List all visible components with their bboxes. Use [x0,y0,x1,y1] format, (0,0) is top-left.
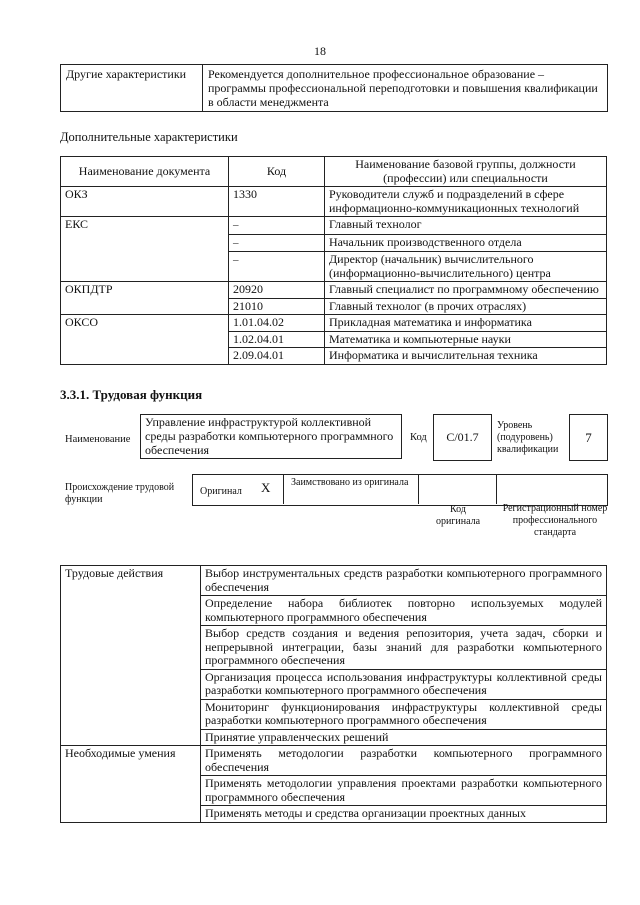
row-name: Главный специалист по программному обеспечению [325,282,607,299]
row-name: Информатика и вычислительная техника [325,348,607,365]
skills-label: Необходимые умения [61,746,201,823]
row-name: Директор (начальник) вычислительного (информационно-вычислительного) центра [325,252,607,282]
row-code: 20920 [229,282,325,299]
level-value: 7 [585,430,592,445]
table-row [61,566,607,596]
level-box [569,414,608,461]
code-label: Код [410,432,427,443]
row-code: 1.02.04.01 [229,331,325,348]
original-label: Оригинал [200,486,242,497]
header-group-name: Наименование базовой группы, должности (профессии) или специальности [325,157,607,187]
level-label: Уровень (подуровень) квалификации [497,420,559,455]
table-row [61,187,607,217]
labor-action: Выбор инструментальных средств разработки компьютерного программного обеспечения [201,566,607,596]
row-code: 21010 [229,298,325,315]
origin-divider [283,474,284,504]
other-characteristics-text: Рекомендуется дополнительное профессиональное образование – программы профессиональной переподготовки и повышения квалификации в области менеджмента [203,65,608,112]
row-code: 1.01.04.02 [229,315,325,332]
code-box [433,414,492,461]
origin-divider [496,474,497,504]
code-origin-caption: Код оригинала [435,504,481,527]
labor-action: Мониторинг функционирования инфраструктуры коллективной среды разработки компьютерного программного обеспечения [201,699,607,729]
skill: Применять методологии управления проектами разработки компьютерного программного обеспечения [201,776,607,806]
labor-action: Выбор средств создания и ведения репозитория, учета задач, сборки и непрерывной интеграции, базы знаний для разработки компьютерного программного обеспечения [201,626,607,670]
reg-number-caption: Регистрационный номер профессионального стандарта [502,503,608,538]
row-code: – [229,234,325,252]
function-code: C/01.7 [446,430,479,444]
header-document: Наименование документа [61,157,229,187]
row-code: 2.09.04.01 [229,348,325,365]
table-row [61,315,607,332]
skill: Применять методологии разработки компьютерного программного обеспечения [201,746,607,776]
labor-actions-table [60,565,607,823]
row-doc: ОКСО [61,315,229,365]
origin-divider [418,474,419,504]
row-doc: ОКПДТР [61,282,229,315]
table-row [61,282,607,299]
row-doc: ОКЗ [61,187,229,217]
original-mark: X [261,480,271,495]
origin-label: Происхождение трудовой функции [65,482,175,505]
labor-action: Определение набора библиотек повторно используемых модулей компьютерного программного обеспечения [201,596,607,626]
row-name: Прикладная математика и информатика [325,315,607,332]
row-code: – [229,252,325,282]
header-code: Код [229,157,325,187]
additional-characteristics-table [60,156,607,365]
page-number: 18 [314,44,326,58]
labor-action: Организация процесса использования инфраструктуры коллективной среды разработки компьютерного программного обеспечения [201,669,607,699]
row-name: Руководители служб и подразделений в сфере информационно-коммуникационных технологий [325,187,607,217]
table-header-row [61,157,607,187]
skill: Применять методы и средства организации проектных данных [201,806,607,823]
row-code: 1330 [229,187,325,217]
labor-actions-label: Трудовые действия [61,566,201,746]
table-row [61,746,607,776]
additional-characteristics-heading: Дополнительные характеристики [60,130,238,144]
other-characteristics-table [60,64,608,112]
function-name-box [140,414,402,459]
row-name: Математика и компьютерные науки [325,331,607,348]
row-code: – [229,217,325,235]
borrowed-label: Заимствовано из оригинала [291,477,409,488]
row-name: Главный технолог (в прочих отраслях) [325,298,607,315]
row-name: Главный технолог [325,217,607,235]
row-name: Начальник производственного отдела [325,234,607,252]
name-label: Наименование [65,434,131,445]
row-doc: ЕКС [61,217,229,282]
section-title: 3.3.1. Трудовая функция [60,387,203,402]
function-name: Управление инфраструктурой коллективной среды разработки компьютерного программного обеспечения [145,415,394,457]
other-characteristics-label: Другие характеристики [61,65,203,112]
table-row [61,217,607,235]
labor-action: Принятие управленческих решений [201,729,607,746]
